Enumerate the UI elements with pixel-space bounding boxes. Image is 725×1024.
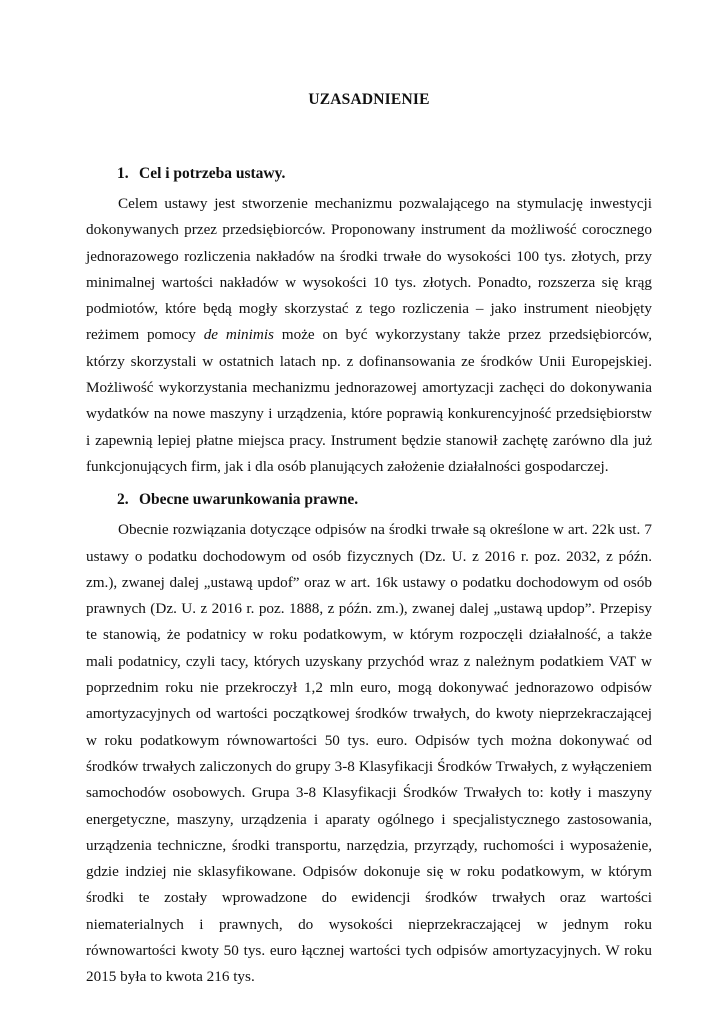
section-1-text-part2: może on być wykorzystany także przez przedsiębiorców, którzy skorzystali w ostatnich latach np. z dofinansowania ze środków Unii Europejskiej. Możliwość wykorzystania mechanizmu jednorazowej amortyzacji zachęci do dokonywania wydatków na nowe maszyny i urządzenia, które poprawią konkurencyjność przedsiębiorstw i zapewnią lepiej płatne miejsca pracy. Instrument będzie stanowił zachętę zarówno dla już funkcjonujących firm, jak i dla osób planujących założenie działalności gospodarczej. bbox=[86, 326, 653, 475]
section-1-text-italic: de minimis bbox=[203, 326, 274, 344]
document-page bbox=[86, 88, 652, 991]
section-1-text-part1: Celem ustawy jest stworzenie mechanizmu pozwalającego na stymulację inwestycji dokonywanych przez przedsiębiorców. Proponowany instrument da możliwość corocznego jednorazowego rozliczenia nakładów na środki trwałe do wysokości 100 tys. złotych, przy minimalnej wartości nakładów w wysokości 10 tys. złotych. Ponadto, rozszerza się krąg podmiotów, które będą mogły skorzystać z tego rozliczenia – jako instrument nieobjęty reżimem pomocy bbox=[86, 195, 652, 344]
section-2-heading bbox=[117, 488, 652, 512]
document-title: UZASADNIENIE bbox=[308, 91, 430, 108]
section-1-title: Cel i potrzeba ustawy. bbox=[139, 165, 286, 182]
section-2-number: 2. bbox=[117, 491, 129, 509]
section-2-title: Obecne uwarunkowania prawne. bbox=[139, 491, 359, 509]
section-1-heading bbox=[117, 162, 652, 186]
section-1-paragraph bbox=[86, 191, 652, 480]
section-2-paragraph: Obecnie rozwiązania dotyczące odpisów na środki trwałe są określone w art. 22k ust. 7 ustawy o podatku dochodowym od osób fizycznych (Dz. U. z 2016 r. poz. 2032, z późn. zm.), zwanej dalej „ustawą updof” oraz w art. 16k ustawy o podatku dochodowym od osób prawnych (Dz. U. z 2016 r. poz. 1888, z późn. zm.), zwanej dalej „ustawą updop”. Przepisy te stanowią, że podatnicy w roku podatkowym, w którym rozpoczęli działalność, a także mali podatnicy, czyli tacy, których uzyskany przychód wraz z należnym podatkiem VAT w poprzednim roku nie przekroczył 1,2 mln euro, mogą dokonywać jednorazowo odpisów amortyzacyjnych od wartości początkowej środków trwałych, do kwoty nieprzekraczającej w roku podatkowym równowartości 50 tys. euro. Odpisów tych można dokonywać od środków trwałych zaliczonych do grupy 3-8 Klasyfikacji Środków Trwałych, z wyłączeniem samochodów osobowych. Grupa 3-8 Klasyfikacji Środków Trwałych to: kotły i maszyny energetyczne, maszyny, urządzenia i aparaty ogólnego i specjalistycznego zastosowania, urządzenia techniczne, środki transportu, narzędzia, przyrządy, ruchomości i wyposażenie, gdzie indziej nie sklasyfikowane. Odpisów dokonuje się w roku podatkowym, w którym środki te zostały wprowadzone do ewidencji środków trwałych oraz wartości niematerialnych i prawnych, do wysokości nieprzekraczającej w jednym roku równowartości kwoty 50 tys. euro łącznej wartości tych odpisów amortyzacyjnych. W roku 2015 była to kwota 216 tys. bbox=[86, 521, 652, 986]
section-1-number: 1. bbox=[117, 165, 129, 182]
